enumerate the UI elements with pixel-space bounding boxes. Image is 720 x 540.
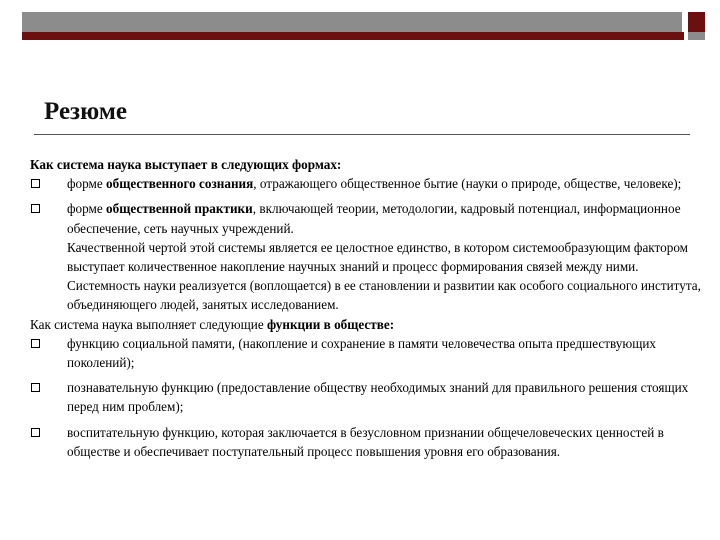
square-bullet-icon	[31, 204, 40, 213]
form-item: форме общественного сознания, отражающего общественное бытие (науки о природе, обществе, человеке);	[30, 174, 712, 193]
function-item: познавательную функцию (предоставление обществу необходимых знаний для правильного решения стоящих перед ним проблем);	[30, 378, 712, 416]
function-item: функцию социальной памяти, (накопление и сохранение в памяти человечества опыта предшествующих поколений);	[30, 334, 712, 372]
forms-heading: Как система наука выступает в следующих формах:	[30, 157, 342, 172]
functions-heading: Как система наука выполняет следующие функции в обществе:	[30, 316, 395, 332]
title-divider	[34, 134, 690, 135]
slide-title: Резюме	[44, 98, 127, 125]
system-paragraph: Качественной чертой этой системы является ее целостное единство, в котором системообразующим фактором выступает количественное накопление научных знаний и процесс формирования связей между ними. Системность науки реализуется (воплощается) в ее становлении и развитии как особого социального института, объединяющего людей, занятых исследованием.	[67, 239, 701, 313]
square-bullet-icon	[31, 428, 40, 437]
function-item: воспитательную функцию, которая заключается в безусловном признании общечеловеческих ценностей в обществе и обеспечивает поступательный процесс повышения уровня его образования.	[30, 423, 712, 461]
square-bullet-icon	[31, 339, 40, 348]
form-item: форме общественной практики, включающей теории, методологии, кадровый потенциал, информационное обеспечение, сеть научных учреждений.	[30, 199, 712, 237]
top-gray-bar	[22, 12, 682, 32]
corner-red-square	[688, 12, 705, 32]
square-bullet-icon	[31, 383, 40, 392]
top-red-bar	[22, 32, 684, 40]
slide-content	[30, 155, 712, 461]
corner-gray-square	[688, 32, 705, 40]
square-bullet-icon	[31, 179, 40, 188]
